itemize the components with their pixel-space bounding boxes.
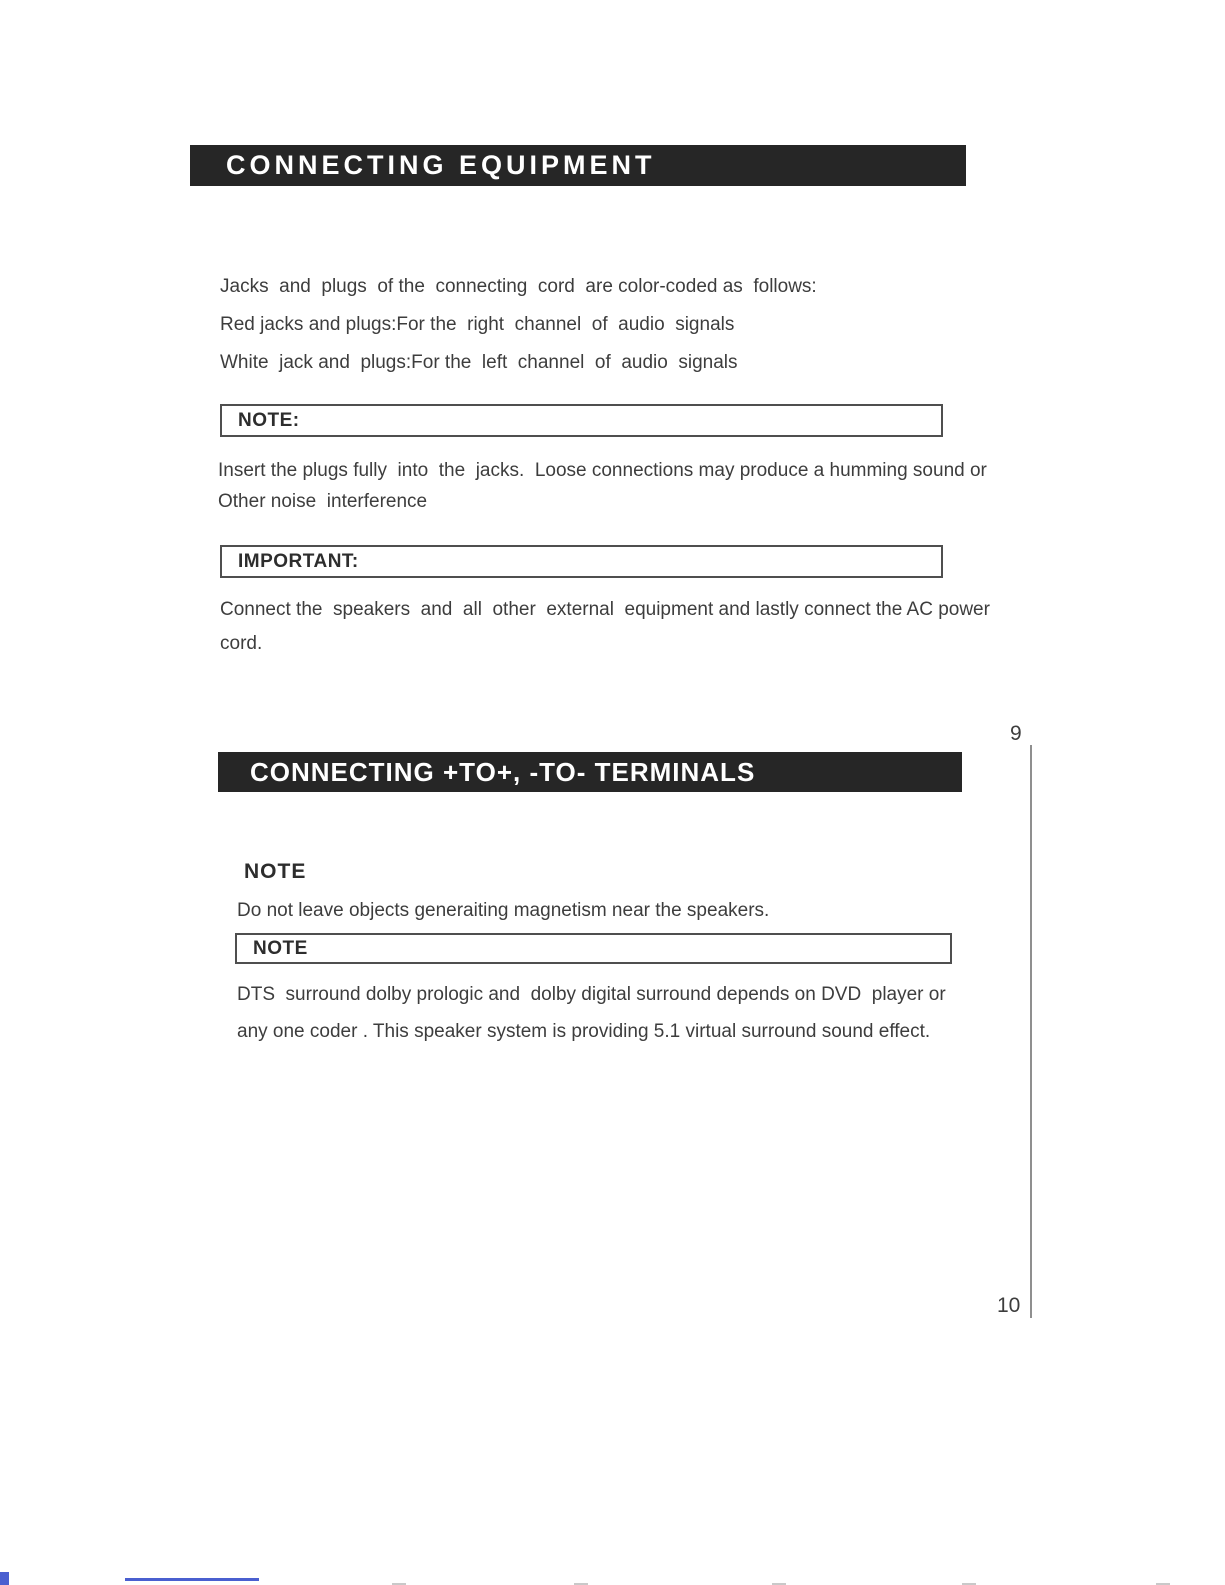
important-text-line2: cord.	[220, 633, 263, 654]
note-text-line2: Other noise interference	[218, 491, 428, 512]
section2-header-bar	[218, 752, 962, 792]
important-text-line1: Connect the speakers and all other external equipment and lastly connect the AC power	[220, 599, 990, 620]
note-box	[220, 404, 943, 437]
section1-paragraph-line2: Red jacks and plugs:For the right channel of audio signals	[220, 314, 735, 335]
section1-header-bar	[190, 145, 966, 186]
section1-paragraph-line1: Jacks and plugs of the connecting cord are color-coded as follows:	[220, 276, 817, 297]
note-text-line1: Insert the plugs fully into the jacks. Loose connections may produce a humming sound or	[218, 460, 987, 481]
page-number-9: 9	[1010, 722, 1022, 745]
section2-note2-line1: DTS surround dolby prologic and dolby digital surround depends on DVD player or	[237, 984, 946, 1005]
section2-note-box	[235, 933, 952, 964]
important-box-label: IMPORTANT:	[238, 550, 359, 572]
section2-note2-line2: any one coder . This speaker system is providing 5.1 virtual surround sound effect.	[237, 1021, 931, 1042]
important-box	[220, 545, 943, 578]
section2-note-box-label: NOTE	[253, 937, 308, 959]
page-edge-line	[1030, 745, 1032, 1318]
section2-header-title: CONNECTING +TO+, -TO- TERMINALS	[250, 756, 756, 787]
scan-artifact-blue-line	[125, 1578, 259, 1581]
section1-paragraph-line3: White jack and plugs:For the left channel of audio signals	[220, 352, 738, 373]
section2-note1-text: Do not leave objects generaiting magnetism near the speakers.	[237, 900, 770, 921]
page-number-10: 10	[997, 1294, 1021, 1317]
note-box-label: NOTE:	[238, 409, 300, 431]
section2-note-heading: NOTE	[244, 860, 307, 883]
section1-header-title: CONNECTING EQUIPMENT	[226, 150, 656, 180]
scan-artifact-blue-square	[0, 1572, 9, 1585]
